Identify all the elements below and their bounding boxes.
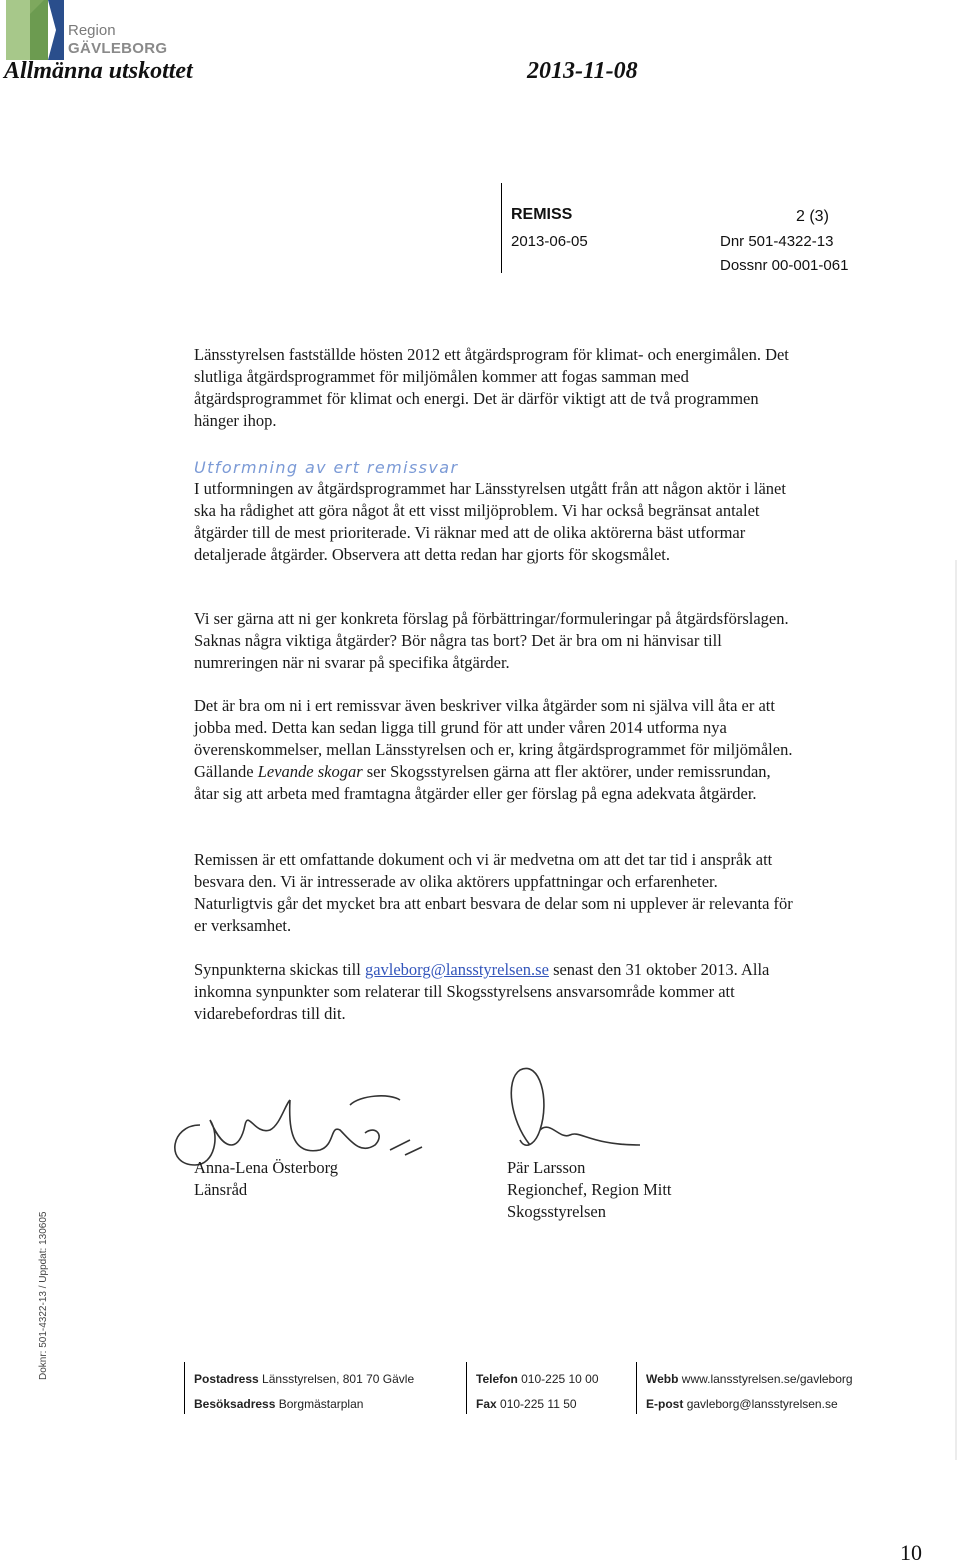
paragraph-submission-part-b: senast den 31 oktober 2013. Alla inkomna synpunkter som relaterar till Skogsstyrelsens ansvarsområde kommer att vidarebefordras till dit. [194, 960, 770, 1023]
document-type: REMISS [511, 206, 573, 223]
logo-region-text: Region [68, 22, 116, 39]
fax-label: Fax [476, 1397, 497, 1411]
paragraph-submission [194, 959, 794, 1025]
committee-title: Allmänna utskottet [4, 58, 193, 84]
levande-skogar-term: Levande skogar [257, 762, 363, 781]
footer-fax [476, 1397, 577, 1411]
paragraph-design: I utformningen av åtgärdsprogrammet har Länsstyrelsen utgått från att någon aktör i länet ska ha rådighet att göra något åt ett visst miljöproblem. Vi har också begränsat antalet åtgärder till de mest prioriterade. Vi räknar med att de olika aktörerna bäst utformar detaljerade åtgärder. Observera att detta redan har gjorts för skogsmålet. [194, 479, 786, 564]
submission-email-link[interactable]: gavleborg@lansstyrelsen.se [364, 960, 549, 979]
scan-edge [955, 560, 957, 1460]
footer-divider [636, 1362, 637, 1414]
footer-web [646, 1372, 853, 1386]
visit-label: Besöksadress [194, 1397, 276, 1411]
mail-value[interactable]: gavleborg@lansstyrelsen.se [686, 1397, 838, 1411]
page-indicator: 2 (3) [796, 208, 829, 225]
document-date: 2013-06-05 [511, 233, 588, 250]
paragraph-submission-part-a: Synpunkterna skickas till [194, 960, 361, 979]
postal-value: Länsstyrelsen, 801 70 Gävle [262, 1372, 415, 1386]
web-label: Webb [646, 1372, 679, 1386]
logo-name-text: GÄVLEBORG [68, 40, 168, 57]
web-value[interactable]: www.lansstyrelsen.se/gavleborg [681, 1372, 853, 1386]
signatory-left-name: Anna-Lena Österborg [194, 1158, 339, 1177]
paragraph-scope: Remissen är ett omfattande dokument och vi är medvetna om att det tar tid i anspråk att besvara den. Vi är intresserade av olika aktörers uppfattningar och erfarenheter. Naturligtvis går det mycket bra att enbart besvara de delar som ni upplever är relevanta för er verksamhet. [194, 850, 793, 935]
section-heading: Utformning av ert remissvar [194, 458, 459, 477]
paragraph-suggestions: Vi ser gärna att ni ger konkreta förslag på förbättringar/formuleringar på åtgärdsförslagen. Saknas några viktiga åtgärder? Bör några tas bort? Det är bra om ni hänvisar till numreringen när ni svarar på specifika åtgärder. [194, 609, 789, 672]
footer-phone [476, 1372, 599, 1386]
document-reference: Doknr: 501-4322-13 / Uppdat: 130605 [38, 1211, 49, 1380]
region-gavleborg-logo [4, 0, 66, 60]
diary-number: Dnr 501-4322-13 [720, 233, 834, 250]
postal-label: Postadress [194, 1372, 259, 1386]
meeting-date: 2013-11-08 [527, 58, 638, 84]
signature-right-handwriting [500, 1060, 650, 1160]
footer-email [646, 1397, 838, 1411]
page-number: 10 [900, 1540, 922, 1565]
phone-label: Telefon [476, 1372, 518, 1386]
footer-postal-address [194, 1372, 414, 1386]
fax-value: 010-225 11 50 [500, 1397, 577, 1411]
signatory-right-name: Pär Larsson [507, 1158, 586, 1177]
dossier-number: Dossnr 00-001-061 [720, 257, 849, 274]
paragraph-program: Länsstyrelsen fastställde hösten 2012 ett åtgärdsprogram för klimat- och energimålen. Det slutliga åtgärdsprogrammet för miljömålen kommer att fogas samman med åtgärdsprogrammet för klimat och energi. Det är därför viktigt att de två programmen hänger ihop. [194, 345, 789, 430]
signatory-right-title: Regionchef, Region Mitt [507, 1180, 672, 1199]
header-divider [501, 183, 502, 273]
paragraph-commitments-part-b: ser Skogsstyrelsen gärna att fler aktörer, under remissrundan, åtar sig att arbeta med framtagna åtgärder eller ger förslag på egna adekvata åtgärder. [194, 762, 771, 803]
paragraph-commitments [194, 695, 794, 805]
signatory-left-title: Länsråd [194, 1180, 248, 1199]
paragraph-commitments-part-a: Det är bra om ni i ert remissvar även beskriver vilka åtgärder som ni själva vill åta er att jobba med. Detta kan sedan ligga till grund för att under våren 2014 utforma nya överenskommelser, mellan Länsstyrelsen och er, kring åtgärdsprogrammet för miljömålen. Gällande [194, 696, 793, 781]
phone-value: 010-225 10 00 [521, 1372, 599, 1386]
footer-divider [184, 1362, 185, 1414]
signatory-right-organization: Skogsstyrelsen [507, 1202, 606, 1221]
visit-value: Borgmästarplan [278, 1397, 364, 1411]
footer-divider [466, 1362, 467, 1414]
mail-label: E-post [646, 1397, 684, 1411]
footer-visiting-address [194, 1397, 363, 1411]
